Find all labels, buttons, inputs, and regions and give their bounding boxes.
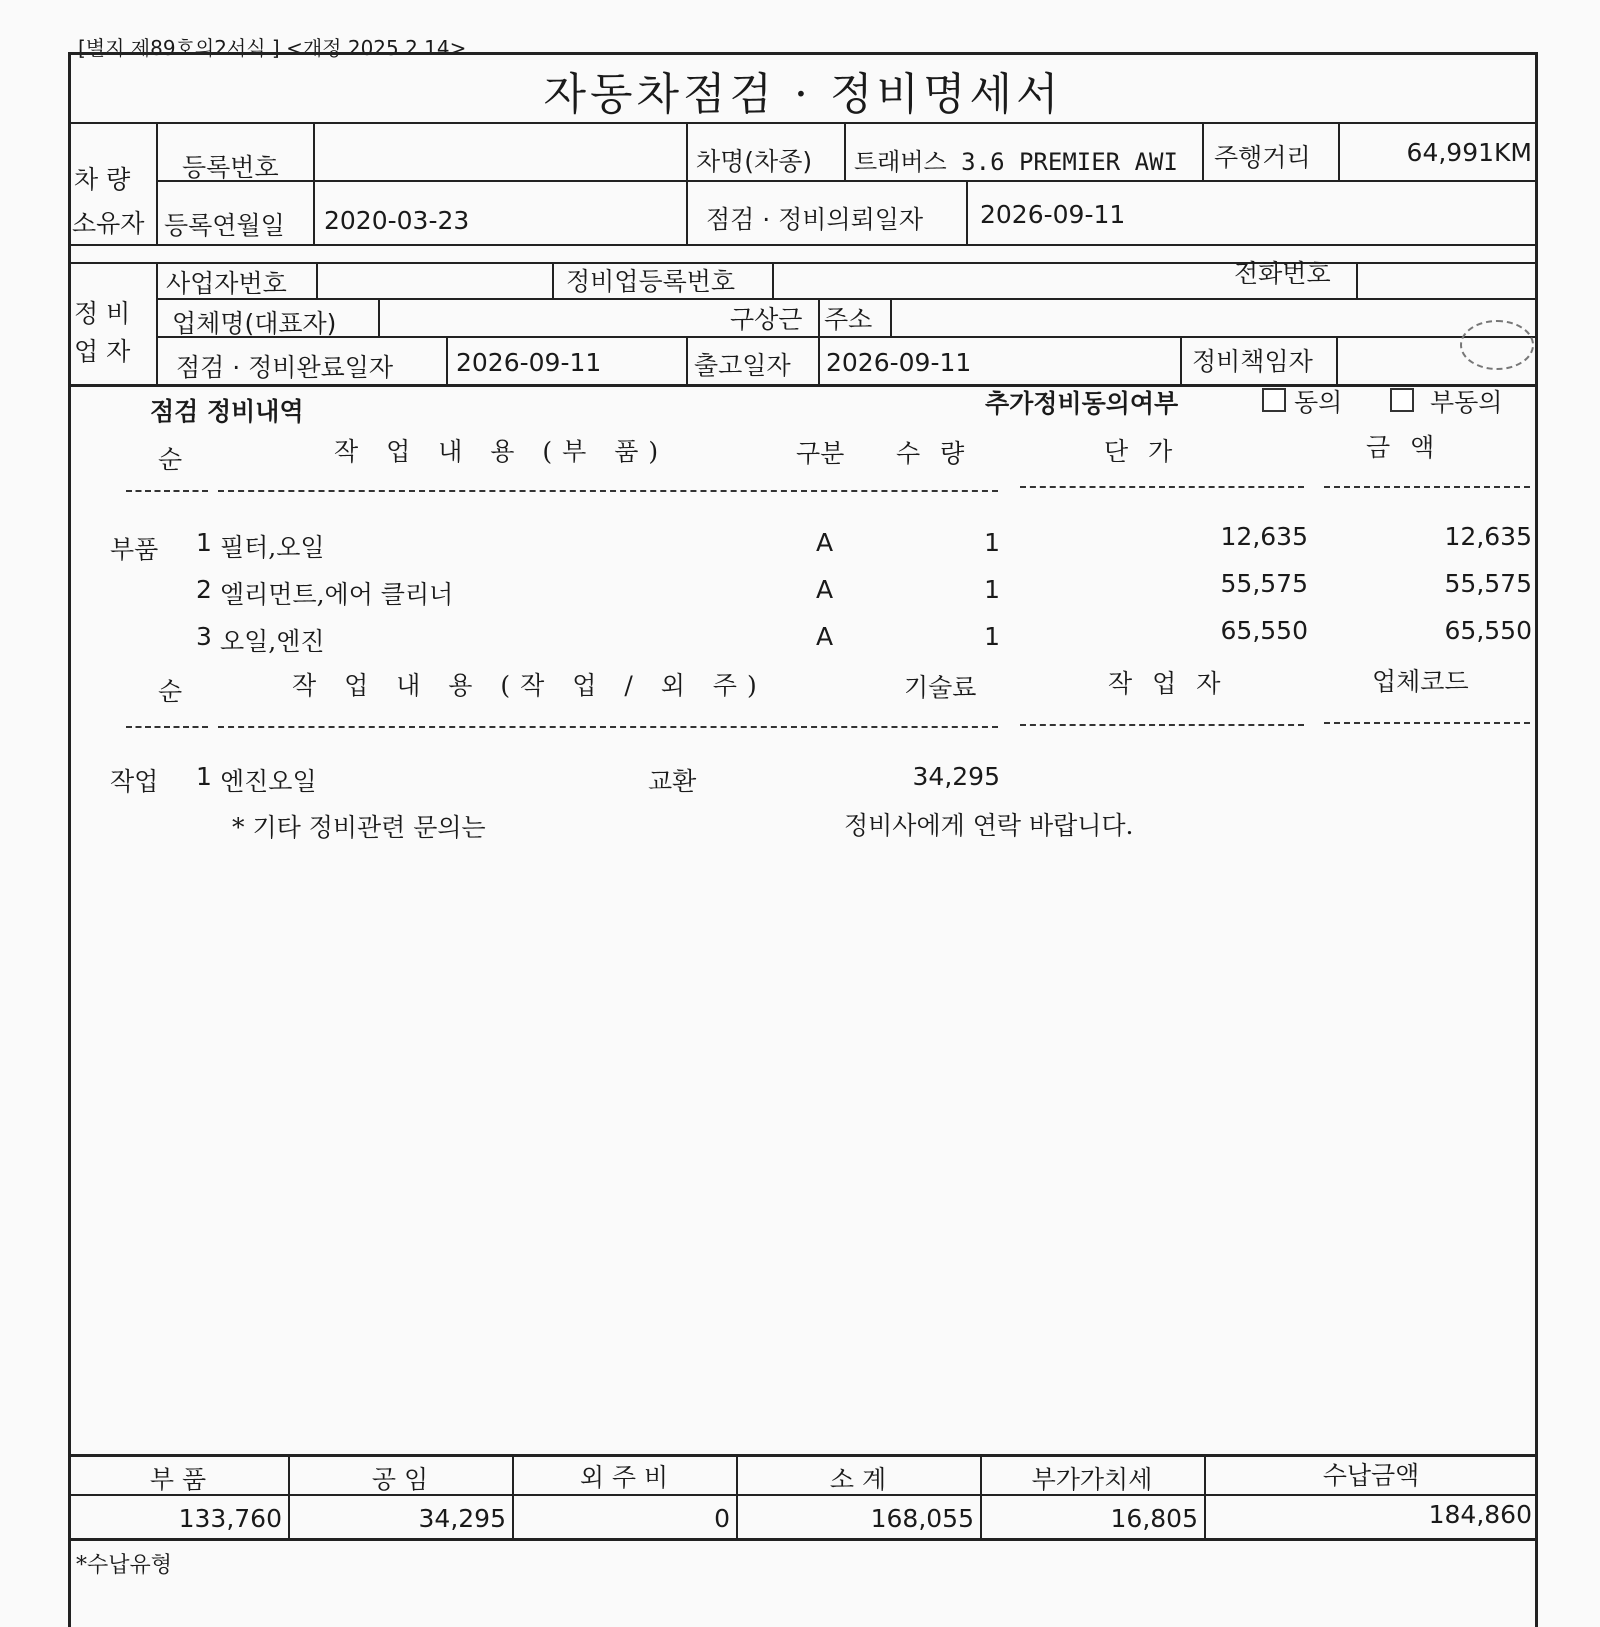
payment-type-label: *수납유형	[76, 1553, 173, 1578]
total-label-vat: 부가가치세	[1031, 1465, 1153, 1494]
car-name-label: 차명(차종)	[696, 147, 813, 176]
owner-section-label-line2: 소유자	[72, 209, 145, 238]
phone-label: 전화번호	[1234, 259, 1331, 288]
total-label-parts: 부 품	[149, 1465, 207, 1494]
part-row-1-no: 1	[196, 528, 212, 557]
part-row-3-name: 오일,엔진	[220, 627, 325, 656]
manager-label: 정비책임자	[1192, 347, 1313, 376]
parts-header-amount: 금 액	[1366, 433, 1441, 462]
part-row-2-no: 2	[196, 575, 212, 604]
owner-section-label-line1: 차 량	[74, 165, 131, 194]
work-header-code: 업체코드	[1372, 667, 1469, 696]
part-row-3-category: A	[816, 622, 834, 651]
request-date-value: 2026-09-11	[980, 200, 1126, 229]
total-label-payment: 수납금액	[1322, 1461, 1420, 1490]
request-date-label: 점검 · 정비의뢰일자	[706, 205, 924, 234]
part-row-2-amount: 55,575	[1444, 569, 1532, 598]
work-header-seq: 순	[158, 677, 183, 706]
mileage-value: 64,991KM	[1406, 138, 1532, 167]
work-group-label: 작업	[110, 767, 159, 796]
part-row-1-qty: 1	[984, 528, 1000, 557]
stamp-seal	[1460, 320, 1534, 370]
release-date-label: 출고일자	[694, 351, 791, 380]
total-value-labor: 34,295	[418, 1504, 506, 1533]
part-row-3-amount: 65,550	[1444, 616, 1532, 645]
reg-date-value: 2020-03-23	[324, 206, 470, 235]
work-row-1-type: 교환	[648, 767, 697, 796]
part-row-3-qty: 1	[984, 622, 1000, 651]
note-suffix: 정비사에게 연락 바랍니다.	[844, 811, 1134, 840]
district-value: 구상근	[730, 305, 803, 334]
part-row-2-unit-price: 55,575	[1220, 569, 1308, 598]
parts-header-category: 구분	[796, 439, 845, 468]
reg-date-label: 등록연월일	[164, 211, 285, 240]
part-row-2-name: 엘리먼트,에어 클리너	[220, 580, 454, 609]
part-row-1-category: A	[816, 528, 834, 557]
agree-label: 동의	[1294, 388, 1343, 417]
address-label: 주소	[824, 305, 873, 334]
note-prefix: * 기타 정비관련 문의는	[232, 813, 486, 842]
part-row-3-no: 3	[196, 622, 212, 651]
total-value-vat: 16,805	[1110, 1504, 1198, 1533]
total-value-outsource: 0	[714, 1504, 730, 1533]
parts-header-unit-price: 단 가	[1104, 437, 1179, 466]
release-date-value: 2026-09-11	[826, 348, 972, 377]
work-row-1-no: 1	[196, 762, 212, 791]
document-title: 자동차점검 · 정비명세서	[543, 69, 1063, 120]
reg-no-label: 등록번호	[182, 153, 279, 182]
work-header-content: 작 업 내 용 (작 업 / 외 주)	[292, 671, 767, 700]
parts-group-label: 부품	[110, 535, 159, 564]
car-name-value: 트래버스 3.6 PREMIER AWI	[854, 148, 1178, 176]
total-value-payment: 184,860	[1428, 1500, 1532, 1529]
work-header-worker: 작 업 자	[1108, 669, 1227, 698]
part-row-2-qty: 1	[984, 575, 1000, 604]
disagree-label: 부동의	[1430, 388, 1503, 417]
part-row-1-name: 필터,오일	[220, 533, 325, 562]
form-number-note: [별지 제89호의2서식 ] <개정 2025.2.14>	[78, 36, 467, 60]
total-value-subtotal: 168,055	[870, 1504, 974, 1533]
complete-date-value: 2026-09-11	[456, 348, 602, 377]
work-header-fee: 기술료	[904, 673, 977, 702]
shop-section-label-line2: 업 자	[74, 337, 131, 366]
parts-header-seq: 순	[158, 445, 183, 474]
part-row-3-unit-price: 65,550	[1220, 616, 1308, 645]
parts-header-content: 작 업 내 용 (부 품)	[334, 437, 669, 466]
biz-no-label: 사업자번호	[166, 269, 287, 298]
agree-checkbox[interactable]	[1262, 388, 1286, 412]
mileage-label: 주행거리	[1214, 143, 1311, 172]
work-row-1-name: 엔진오일	[220, 767, 317, 796]
part-row-1-unit-price: 12,635	[1220, 522, 1308, 551]
parts-header-qty: 수 량	[896, 439, 971, 468]
total-label-outsource: 외 주 비	[579, 1463, 669, 1492]
total-label-subtotal: 소 계	[829, 1465, 887, 1494]
part-row-2-category: A	[816, 575, 834, 604]
complete-date-label: 점검 · 정비완료일자	[176, 353, 394, 382]
company-label: 업체명(대표자)	[172, 309, 337, 338]
total-value-parts: 133,760	[178, 1504, 282, 1533]
disagree-checkbox[interactable]	[1390, 388, 1414, 412]
consent-label: 추가정비동의여부	[985, 389, 1179, 418]
repair-reg-no-label: 정비업등록번호	[566, 267, 736, 296]
details-heading: 점검 정비내역	[150, 397, 304, 426]
total-label-labor: 공 임	[371, 1465, 429, 1494]
work-row-1-fee: 34,295	[912, 762, 1000, 791]
shop-section-label-line1: 정 비	[74, 299, 131, 328]
part-row-1-amount: 12,635	[1444, 522, 1532, 551]
